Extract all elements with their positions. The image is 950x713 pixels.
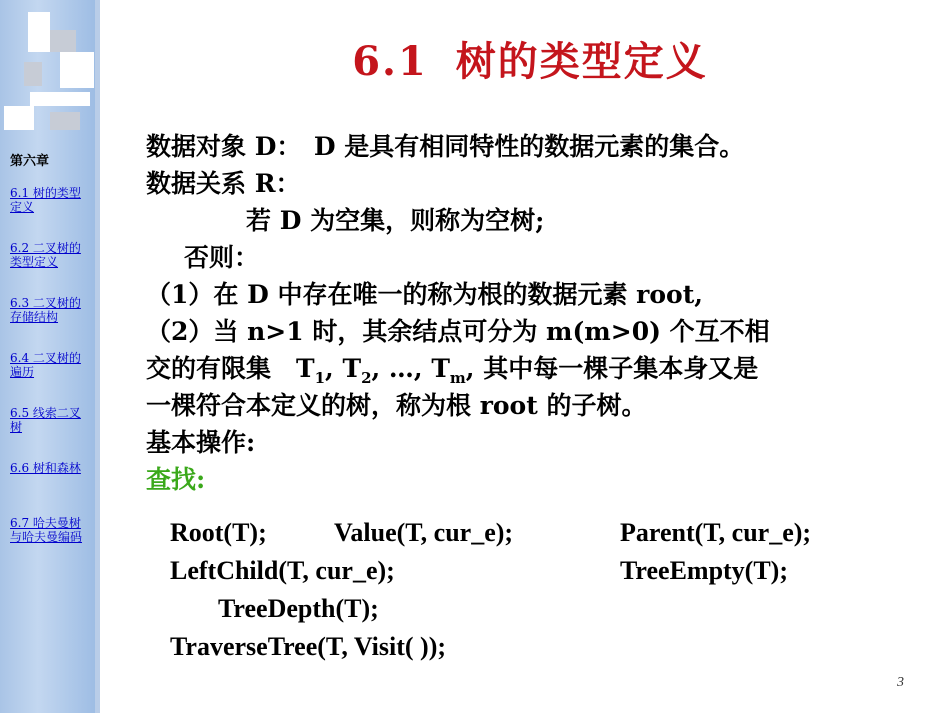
page-number: 3 (897, 675, 904, 690)
title-text: 树的类型定义 (455, 38, 708, 85)
decor-block (50, 112, 80, 130)
sidebar-item-6-3[interactable]: 6.3 二叉树的存储结构 (10, 296, 81, 324)
decor-block (4, 106, 34, 130)
definition-data-relation: 数据关系 R： (146, 169, 301, 198)
chapter-title: 第六章 (10, 154, 50, 169)
rule-two: （2）当 n>1 时，其余结点可分为 m(m>0) 个互不相 (146, 317, 770, 346)
sidebar-item-6-2[interactable]: 6.2 二叉树的类型定义 (10, 241, 81, 269)
decor-block (30, 92, 90, 106)
sidebar-item-6-6[interactable]: 6.6 树和森林 (10, 461, 81, 475)
sidebar-item-6-7[interactable]: 6.7 哈夫曼树与哈夫曼编码 (10, 516, 83, 544)
decor-block (50, 30, 76, 52)
decor-block (28, 12, 50, 52)
decor-block (24, 62, 42, 86)
rule-two-end: 一棵符合本定义的树，称为根 root 的子树。 (146, 391, 647, 420)
op-root: Root(T); (170, 518, 267, 547)
slide-body (146, 128, 936, 498)
otherwise-label: 否则： (184, 243, 260, 272)
op-value: Value(T, cur_e); (334, 518, 514, 547)
slide-title (110, 30, 950, 87)
definition-data-object: 数据对象 D： D 是具有相同特性的数据元素的集合。 (146, 132, 745, 161)
op-traverse: TraverseTree(T, Visit( )); (170, 632, 447, 661)
basic-operations-heading: 基本操作: (146, 428, 256, 457)
title-number: 6.1 (352, 38, 428, 85)
sidebar-item-6-1[interactable]: 6.1 树的类型定义 (10, 186, 81, 214)
rule-one: （1）在 D 中存在唯一的称为根的数据元素 root, (146, 280, 703, 309)
op-treeempty: TreeEmpty(T); (620, 556, 788, 585)
op-parent: Parent(T, cur_e); (620, 518, 812, 547)
search-heading: 查找: (146, 465, 206, 494)
sidebar-item-6-5[interactable]: 6.5 线索二叉树 (10, 406, 81, 434)
sidebar (0, 0, 100, 713)
rule-two-continued: 交的有限集 $T_1$, $T_2$, …, $T_m$, 其中每一棵子集本身又是 (146, 354, 759, 387)
op-leftchild: LeftChild(T, cur_e); (170, 556, 395, 585)
op-treedepth: TreeDepth(T); (218, 594, 379, 623)
empty-tree-case: 若 D 为空集，则称为空树; (246, 206, 545, 235)
decor-block (60, 52, 94, 88)
sidebar-item-6-4[interactable]: 6.4 二叉树的遍历 (10, 351, 81, 379)
